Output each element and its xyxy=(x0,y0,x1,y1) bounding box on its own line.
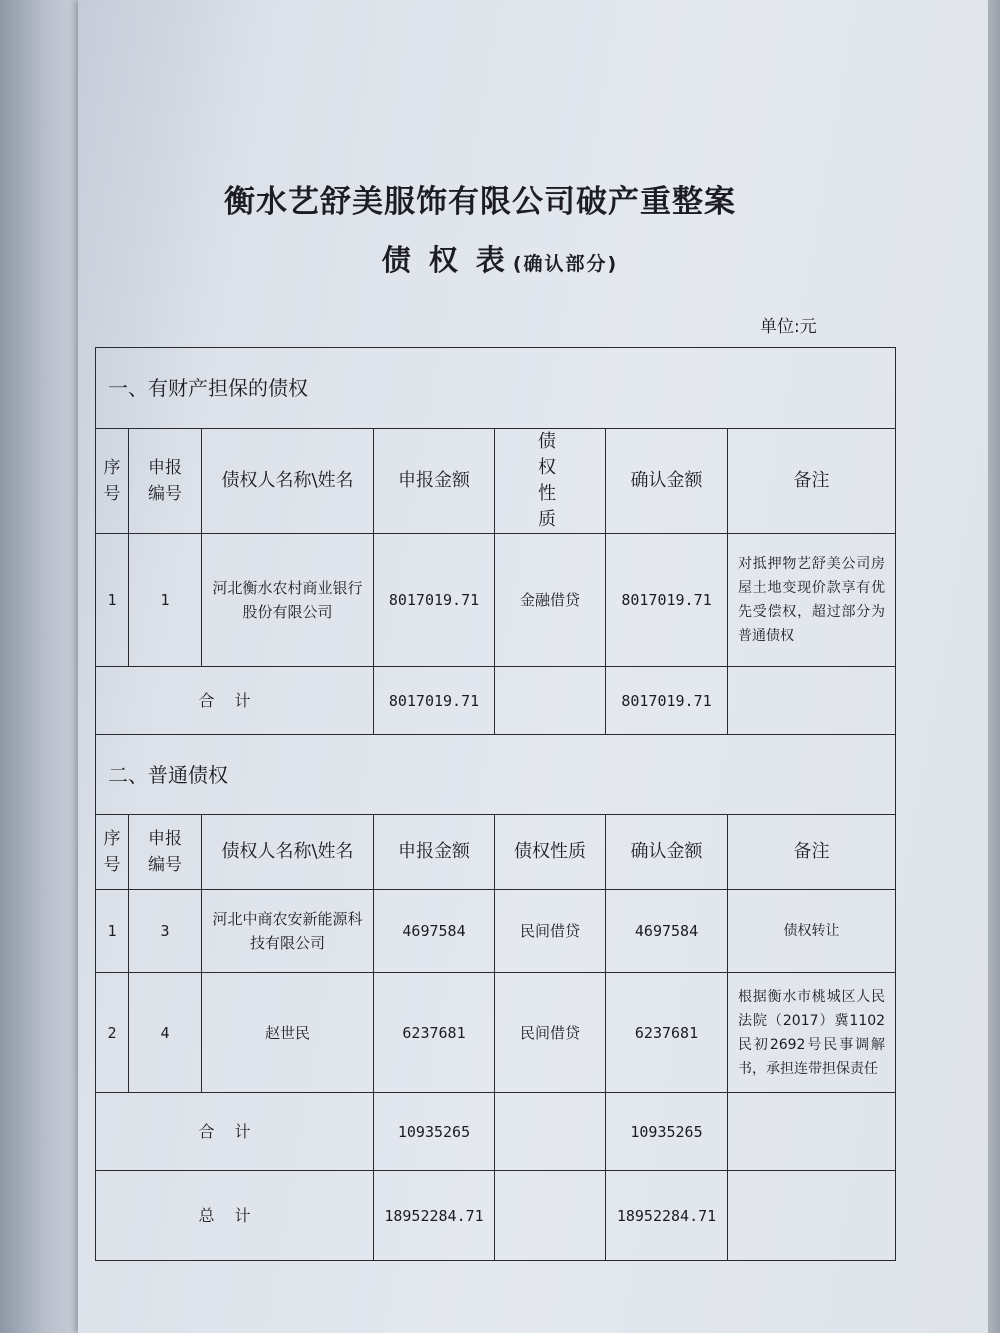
subtotal-row xyxy=(96,667,896,735)
claims-table xyxy=(95,347,896,1261)
subtotal-declared: 8017019.71 xyxy=(374,667,495,735)
subtotal-row xyxy=(96,1093,896,1171)
grand-total-remark-empty xyxy=(728,1171,896,1261)
col-nature: 债权性质 xyxy=(495,429,606,534)
col-report-no: 申报编号 xyxy=(129,815,202,890)
cell-creditor: 河北衡水农村商业银行股份有限公司 xyxy=(202,534,374,667)
col-report-no: 申报编号 xyxy=(129,429,202,534)
table-header-row xyxy=(96,815,896,890)
grand-total-row xyxy=(96,1171,896,1261)
unit-label: 单位:元 xyxy=(760,317,817,337)
subtitle-paren: (确认部分) xyxy=(512,253,619,275)
grand-total-label: 总计 xyxy=(96,1171,374,1261)
col-declared: 申报金额 xyxy=(374,815,495,890)
cell-declared: 4697584 xyxy=(374,890,495,973)
cell-creditor: 河北中商农安新能源科技有限公司 xyxy=(202,890,374,973)
cell-remark: 根据衡水市桃城区人民法院（2017）冀1102民初2692号民事调解书，承担连带担保责任 xyxy=(728,973,896,1093)
col-remark: 备注 xyxy=(728,815,896,890)
cell-declared: 6237681 xyxy=(374,973,495,1093)
subtotal-nature-empty xyxy=(495,667,606,735)
cell-remark: 债权转让 xyxy=(728,890,896,973)
document-subtitle xyxy=(0,238,1000,279)
col-remark: 备注 xyxy=(728,429,896,534)
col-seq: 序号 xyxy=(96,815,129,890)
cell-nature: 金融借贷 xyxy=(495,534,606,667)
col-declared: 申报金额 xyxy=(374,429,495,534)
subtotal-label: 合计 xyxy=(96,1093,374,1171)
grand-total-nature-empty xyxy=(495,1171,606,1261)
subtotal-remark-empty xyxy=(728,667,896,735)
cell-confirmed: 4697584 xyxy=(606,890,728,973)
cell-report-no: 3 xyxy=(129,890,202,973)
section-heading: 一、有财产担保的债权 xyxy=(96,348,896,429)
table-row xyxy=(96,973,896,1093)
subtotal-declared: 10935265 xyxy=(374,1093,495,1171)
cell-declared: 8017019.71 xyxy=(374,534,495,667)
cell-seq: 1 xyxy=(96,890,129,973)
cell-nature: 民间借贷 xyxy=(495,973,606,1093)
cell-confirmed: 6237681 xyxy=(606,973,728,1093)
col-seq: 序号 xyxy=(96,429,129,534)
subtotal-confirmed: 8017019.71 xyxy=(606,667,728,735)
col-nature: 债权性质 xyxy=(495,815,606,890)
cell-report-no: 4 xyxy=(129,973,202,1093)
document-title: 衡水艺舒美服饰有限公司破产重整案 xyxy=(224,184,736,220)
col-creditor: 债权人名称\姓名 xyxy=(202,815,374,890)
cell-confirmed: 8017019.71 xyxy=(606,534,728,667)
col-creditor: 债权人名称\姓名 xyxy=(202,429,374,534)
section-heading: 二、普通债权 xyxy=(96,735,896,815)
cell-creditor: 赵世民 xyxy=(202,973,374,1093)
subtitle-main: 债权表 xyxy=(381,243,523,277)
cell-remark: 对抵押物艺舒美公司房屋土地变现价款享有优先受偿权，超过部分为普通债权 xyxy=(728,534,896,667)
col-confirmed: 确认金额 xyxy=(606,815,728,890)
subtotal-nature-empty xyxy=(495,1093,606,1171)
table-header-row xyxy=(96,429,896,534)
grand-total-declared: 18952284.71 xyxy=(374,1171,495,1261)
col-confirmed: 确认金额 xyxy=(606,429,728,534)
cell-report-no: 1 xyxy=(129,534,202,667)
table-row xyxy=(96,534,896,667)
cell-seq: 2 xyxy=(96,973,129,1093)
subtotal-confirmed: 10935265 xyxy=(606,1093,728,1171)
subtotal-label: 合计 xyxy=(96,667,374,735)
subtotal-remark-empty xyxy=(728,1093,896,1171)
table-row xyxy=(96,890,896,973)
cell-nature: 民间借贷 xyxy=(495,890,606,973)
grand-total-confirmed: 18952284.71 xyxy=(606,1171,728,1261)
cell-seq: 1 xyxy=(96,534,129,667)
